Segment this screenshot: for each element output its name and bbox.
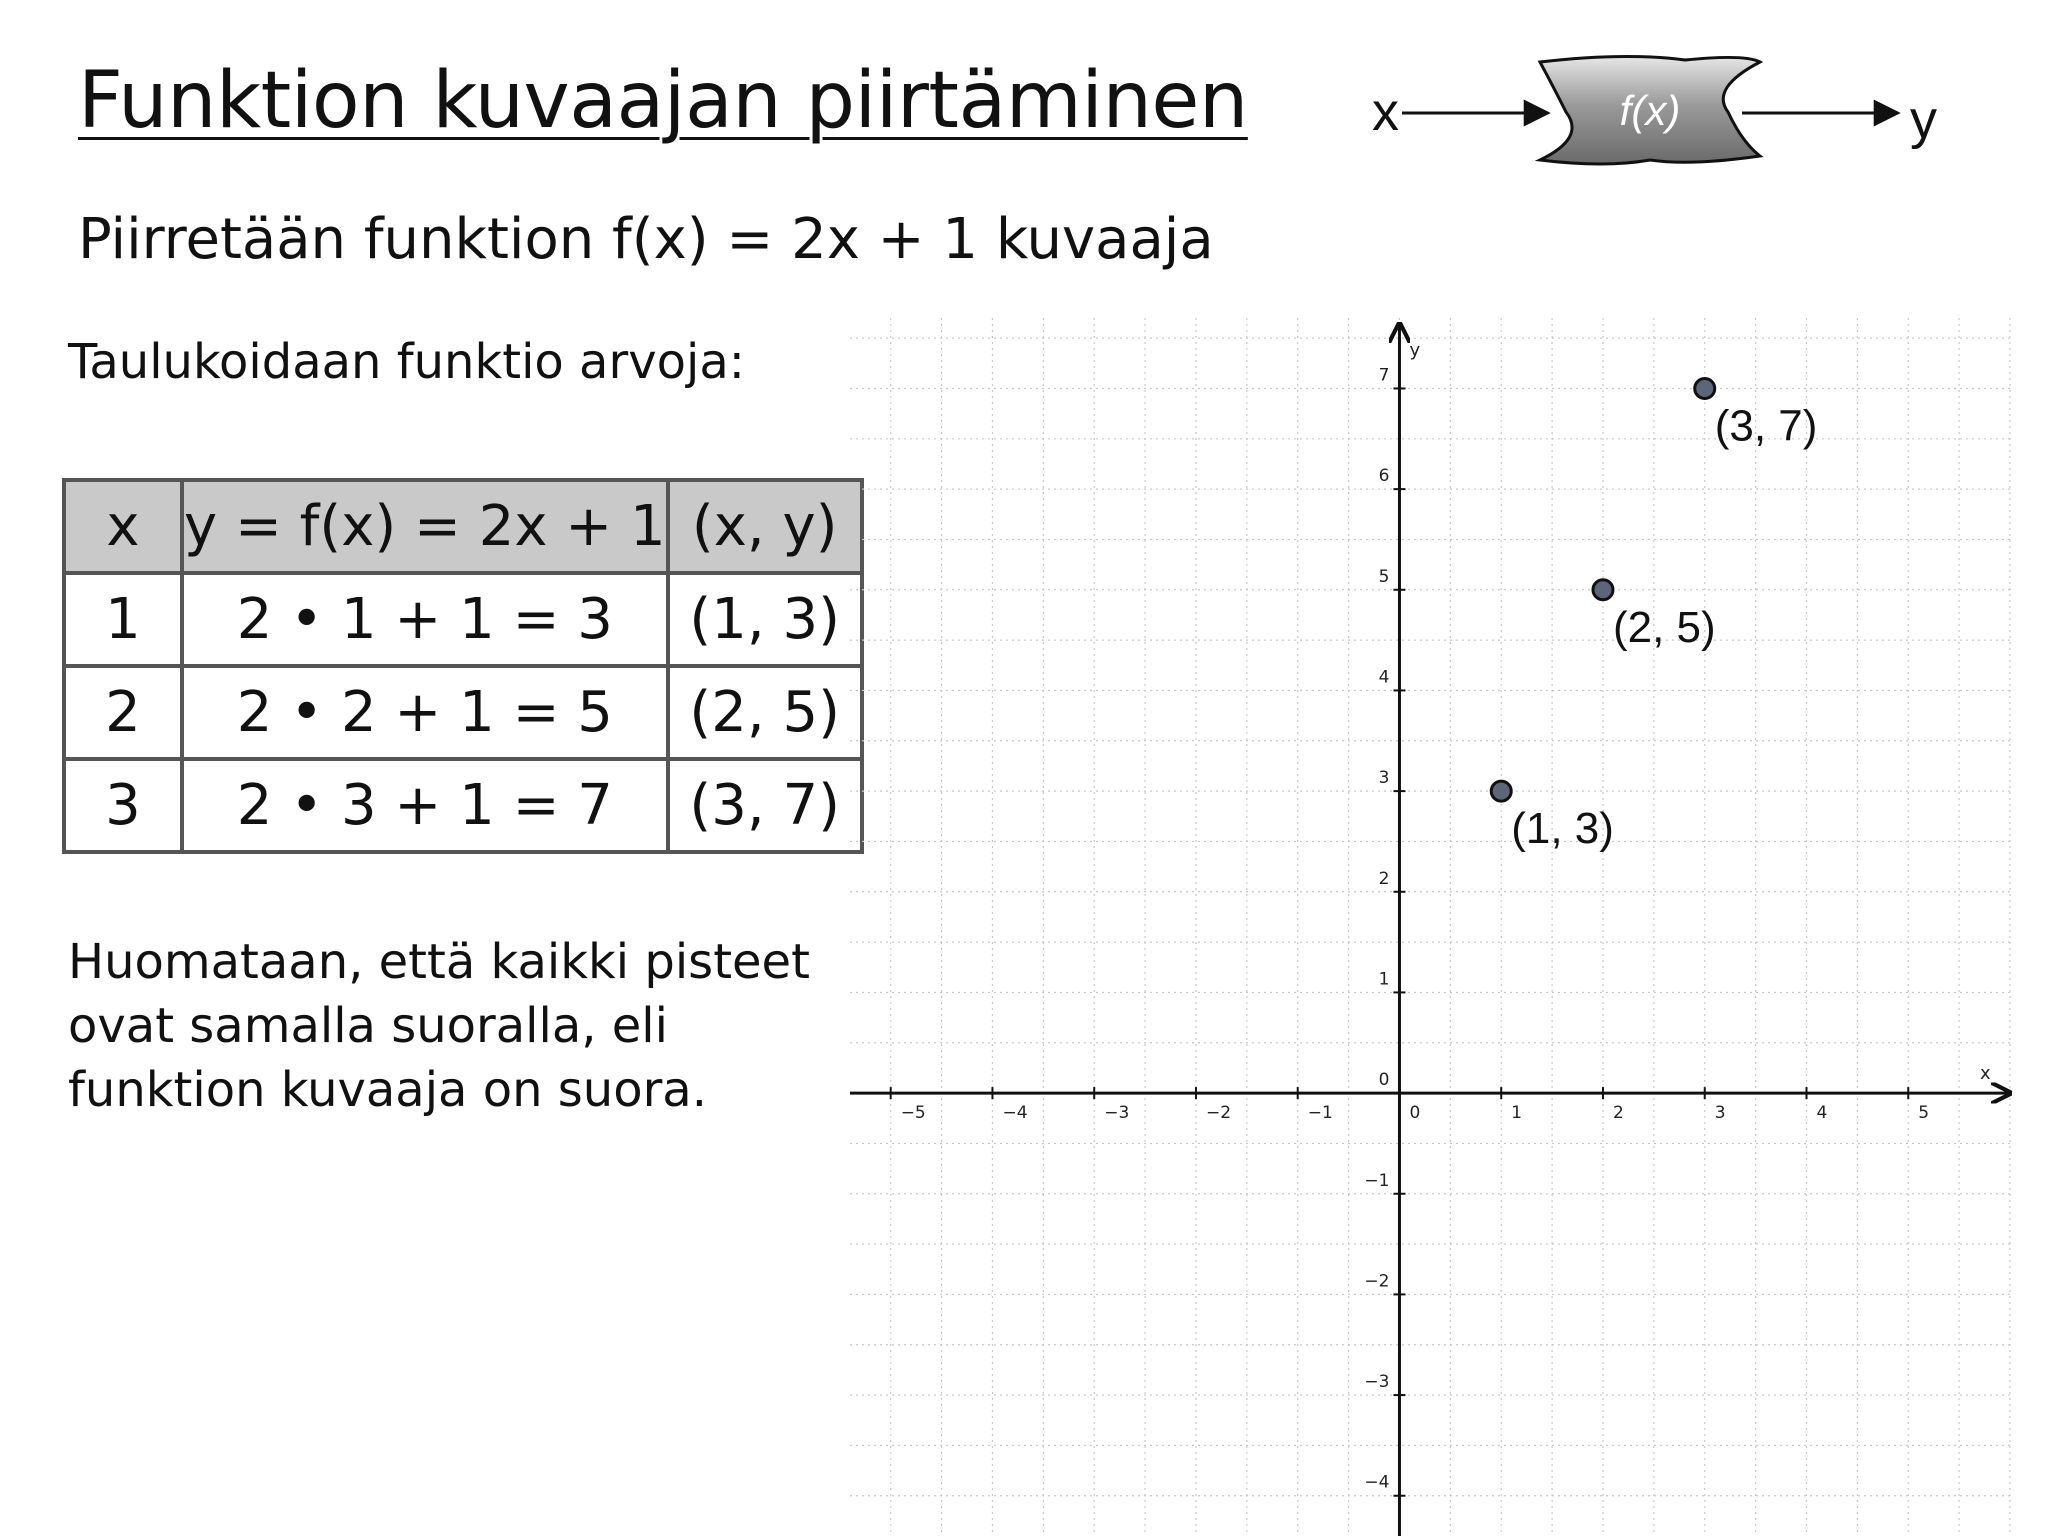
x-tick-label: −5 xyxy=(900,1103,926,1124)
machine-label: f(x) xyxy=(1619,87,1681,134)
table-caption: Taulukoidaan funktio arvoja: xyxy=(68,334,745,390)
table-cell-x: 2 xyxy=(64,666,182,759)
table-cell-pair: (1, 3) xyxy=(668,573,862,666)
page-title: Funktion kuvaajan piirtäminen xyxy=(78,56,1248,146)
y-tick-label: −3 xyxy=(1364,1372,1390,1393)
table-cell-formula: 2 • 1 + 1 = 3 xyxy=(182,573,668,666)
x-tick-label: −3 xyxy=(1104,1103,1130,1124)
y-axis-label: y xyxy=(1409,340,1421,361)
data-point xyxy=(1491,781,1511,801)
x-tick-label: 4 xyxy=(1816,1103,1828,1124)
table-header-pair: (x, y) xyxy=(668,480,862,573)
data-point-label: (2, 5) xyxy=(1612,602,1716,652)
x-tick-label: −2 xyxy=(1205,1103,1232,1124)
y-tick-label: 3 xyxy=(1378,768,1390,789)
x-tick-label: 5 xyxy=(1918,1103,1930,1124)
table-cell-formula: 2 • 3 + 1 = 7 xyxy=(182,759,668,852)
y-tick-label: −1 xyxy=(1364,1170,1390,1191)
x-tick-label: 0 xyxy=(1409,1103,1421,1124)
y-tick-label: 4 xyxy=(1378,667,1390,688)
table-header-x: x xyxy=(64,480,182,573)
y-tick-label: 6 xyxy=(1378,466,1390,487)
x-tick-label: −1 xyxy=(1307,1103,1333,1124)
table-cell-x: 3 xyxy=(64,759,182,852)
function-subtitle: Piirretään funktion f(x) = 2x + 1 kuvaaja xyxy=(78,207,1214,272)
y-tick-label: 0 xyxy=(1378,1070,1390,1091)
x-tick-label: 3 xyxy=(1714,1103,1726,1124)
y-tick-label: 5 xyxy=(1378,566,1390,587)
table-cell-x: 1 xyxy=(64,573,182,666)
table-cell-formula: 2 • 2 + 1 = 5 xyxy=(182,666,668,759)
machine-input-label: x xyxy=(1372,82,1399,142)
data-point-label: (3, 7) xyxy=(1714,401,1818,451)
y-tick-label: 1 xyxy=(1378,969,1390,990)
x-axis-label: x xyxy=(1980,1063,1991,1085)
data-point-label: (1, 3) xyxy=(1511,804,1614,854)
table-header-formula: y = f(x) = 2x + 1 xyxy=(182,480,668,573)
data-point xyxy=(1593,580,1613,600)
machine-output-label: y xyxy=(1910,90,1937,150)
table-cell-pair: (2, 5) xyxy=(668,666,862,759)
y-tick-label: 7 xyxy=(1378,365,1390,386)
y-tick-label: −2 xyxy=(1364,1271,1390,1292)
y-tick-label: 2 xyxy=(1378,868,1390,889)
conclusion-note: Huomataan, että kaikki pisteet ovat samalla suoralla, eli funktion kuvaaja on suora. xyxy=(68,934,810,1118)
y-tick-label: −4 xyxy=(1364,1472,1390,1493)
x-tick-label: 2 xyxy=(1612,1103,1624,1124)
x-tick-label: 1 xyxy=(1511,1103,1523,1124)
data-point xyxy=(1695,378,1715,398)
table-cell-pair: (3, 7) xyxy=(668,759,862,852)
x-tick-label: −4 xyxy=(1002,1103,1028,1124)
